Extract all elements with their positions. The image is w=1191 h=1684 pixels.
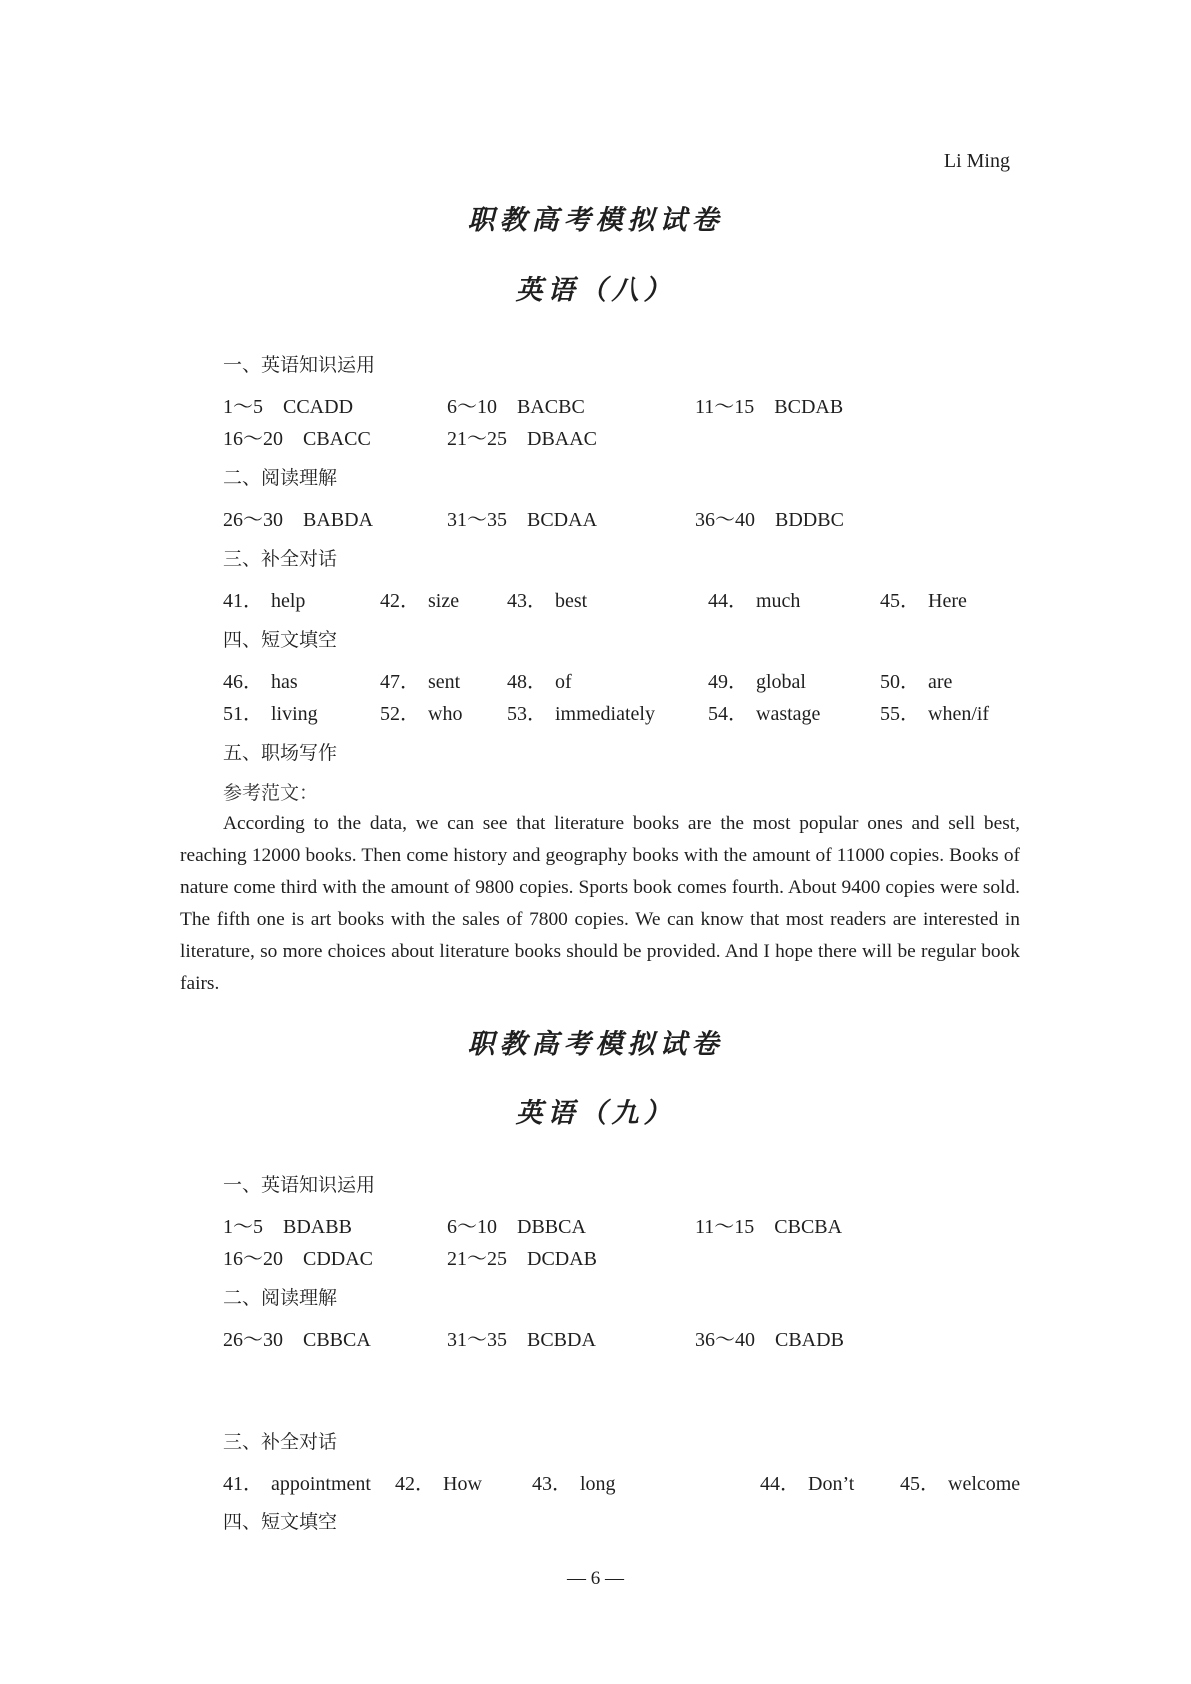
- answer-group: 36～40 CBADB: [695, 1329, 844, 1351]
- answer-item: 43． best: [507, 590, 588, 612]
- answer-group: 11～15 CBCBA: [695, 1216, 843, 1238]
- answer-item: 42． How: [395, 1473, 482, 1495]
- section-heading: 五、职场写作: [223, 742, 338, 764]
- answer-group: 26～30 CBBCA: [223, 1329, 371, 1351]
- answer-row: [0, 1323, 900, 1351]
- answer-group: 21～25 DBAAC: [447, 428, 598, 450]
- section-heading: 一、英语知识运用: [223, 354, 376, 376]
- answer-group: 1～5 BDABB: [223, 1216, 352, 1238]
- page-number: — 6 —: [567, 1568, 624, 1589]
- answer-item: 44． much: [708, 590, 801, 612]
- paper-subtitle: 英语（九）: [515, 1098, 676, 1129]
- answer-item: 51． living: [223, 703, 318, 725]
- answer-row: [0, 665, 953, 693]
- section-heading: 二、阅读理解: [223, 1287, 338, 1309]
- answer-row: [0, 1467, 1021, 1495]
- answer-group: 36～40 BDDBC: [695, 509, 844, 531]
- answer-row: [0, 1210, 900, 1238]
- answer-group: 11～15 BCDAB: [695, 396, 844, 418]
- answer-item: 49． global: [708, 671, 806, 693]
- section-heading: 一、英语知识运用: [223, 1174, 376, 1196]
- reference-label: 参考范文：: [223, 782, 319, 804]
- answer-group: 31～35 BCBDA: [447, 1329, 596, 1351]
- answer-item: 45． welcome: [900, 1473, 1021, 1495]
- answer-row: [0, 584, 967, 612]
- section-heading: 二、阅读理解: [223, 467, 338, 489]
- answer-group: 21～25 DCDAB: [447, 1248, 598, 1270]
- answer-row: [0, 390, 900, 418]
- answer-item: 45． Here: [880, 590, 967, 612]
- answer-item: 54． wastage: [708, 703, 821, 725]
- answer-item: 46． has: [223, 671, 298, 693]
- answer-item: 53． immediately: [507, 703, 655, 725]
- answer-row: [0, 422, 900, 450]
- section-heading: 三、补全对话: [223, 1431, 338, 1453]
- section-heading: 四、短文填空: [223, 1511, 338, 1533]
- answer-row: [0, 697, 990, 725]
- answer-row: [0, 1242, 900, 1270]
- answer-group: 31～35 BCDAA: [447, 509, 598, 531]
- answer-item: 48． of: [507, 671, 572, 693]
- answer-item: 50． are: [880, 671, 953, 693]
- answer-item: 52． who: [380, 703, 463, 725]
- answer-item: 44． Don’t: [760, 1473, 855, 1495]
- answer-item: 41． appointment: [223, 1473, 371, 1495]
- sample-essay: According to the data, we can see that literature books are the most popular ones and sell best, reaching 12000 books. Then come history and geography books with the amount of 11000 copies. Books of nature come third with the amount of 9800 copies. Sports book comes fourth. About 9400 copies were sold. The fifth one is art books with the sales of 7800 copies. We can know that most readers are interested in literature, so more choices about literature books should be provided. And I hope there will be regular book fairs.: [180, 813, 1020, 994]
- answer-group: 6～10 DBBCA: [447, 1216, 586, 1238]
- section-heading: 三、补全对话: [223, 548, 338, 570]
- exam-title: 职教高考模拟试卷: [467, 205, 724, 236]
- answer-item: 55． when/if: [880, 703, 990, 725]
- answer-item: 43． long: [532, 1473, 616, 1495]
- answer-group: 6～10 BACBC: [447, 396, 585, 418]
- answer-group: 16～20 CBACC: [223, 428, 371, 450]
- answer-item: 47． sent: [380, 671, 461, 693]
- answer-group: 16～20 CDDAC: [223, 1248, 374, 1270]
- answer-item: 41． help: [223, 590, 306, 612]
- exam-title: 职教高考模拟试卷: [467, 1029, 724, 1060]
- answer-item: 42． size: [380, 590, 460, 612]
- section-heading: 四、短文填空: [223, 629, 338, 651]
- answer-group: 26～30 BABDA: [223, 509, 374, 531]
- author-name: Li Ming: [943, 150, 1010, 172]
- answer-group: 1～5 CCADD: [223, 396, 354, 418]
- paper-subtitle: 英语（八）: [515, 275, 676, 306]
- answer-row: [0, 503, 900, 531]
